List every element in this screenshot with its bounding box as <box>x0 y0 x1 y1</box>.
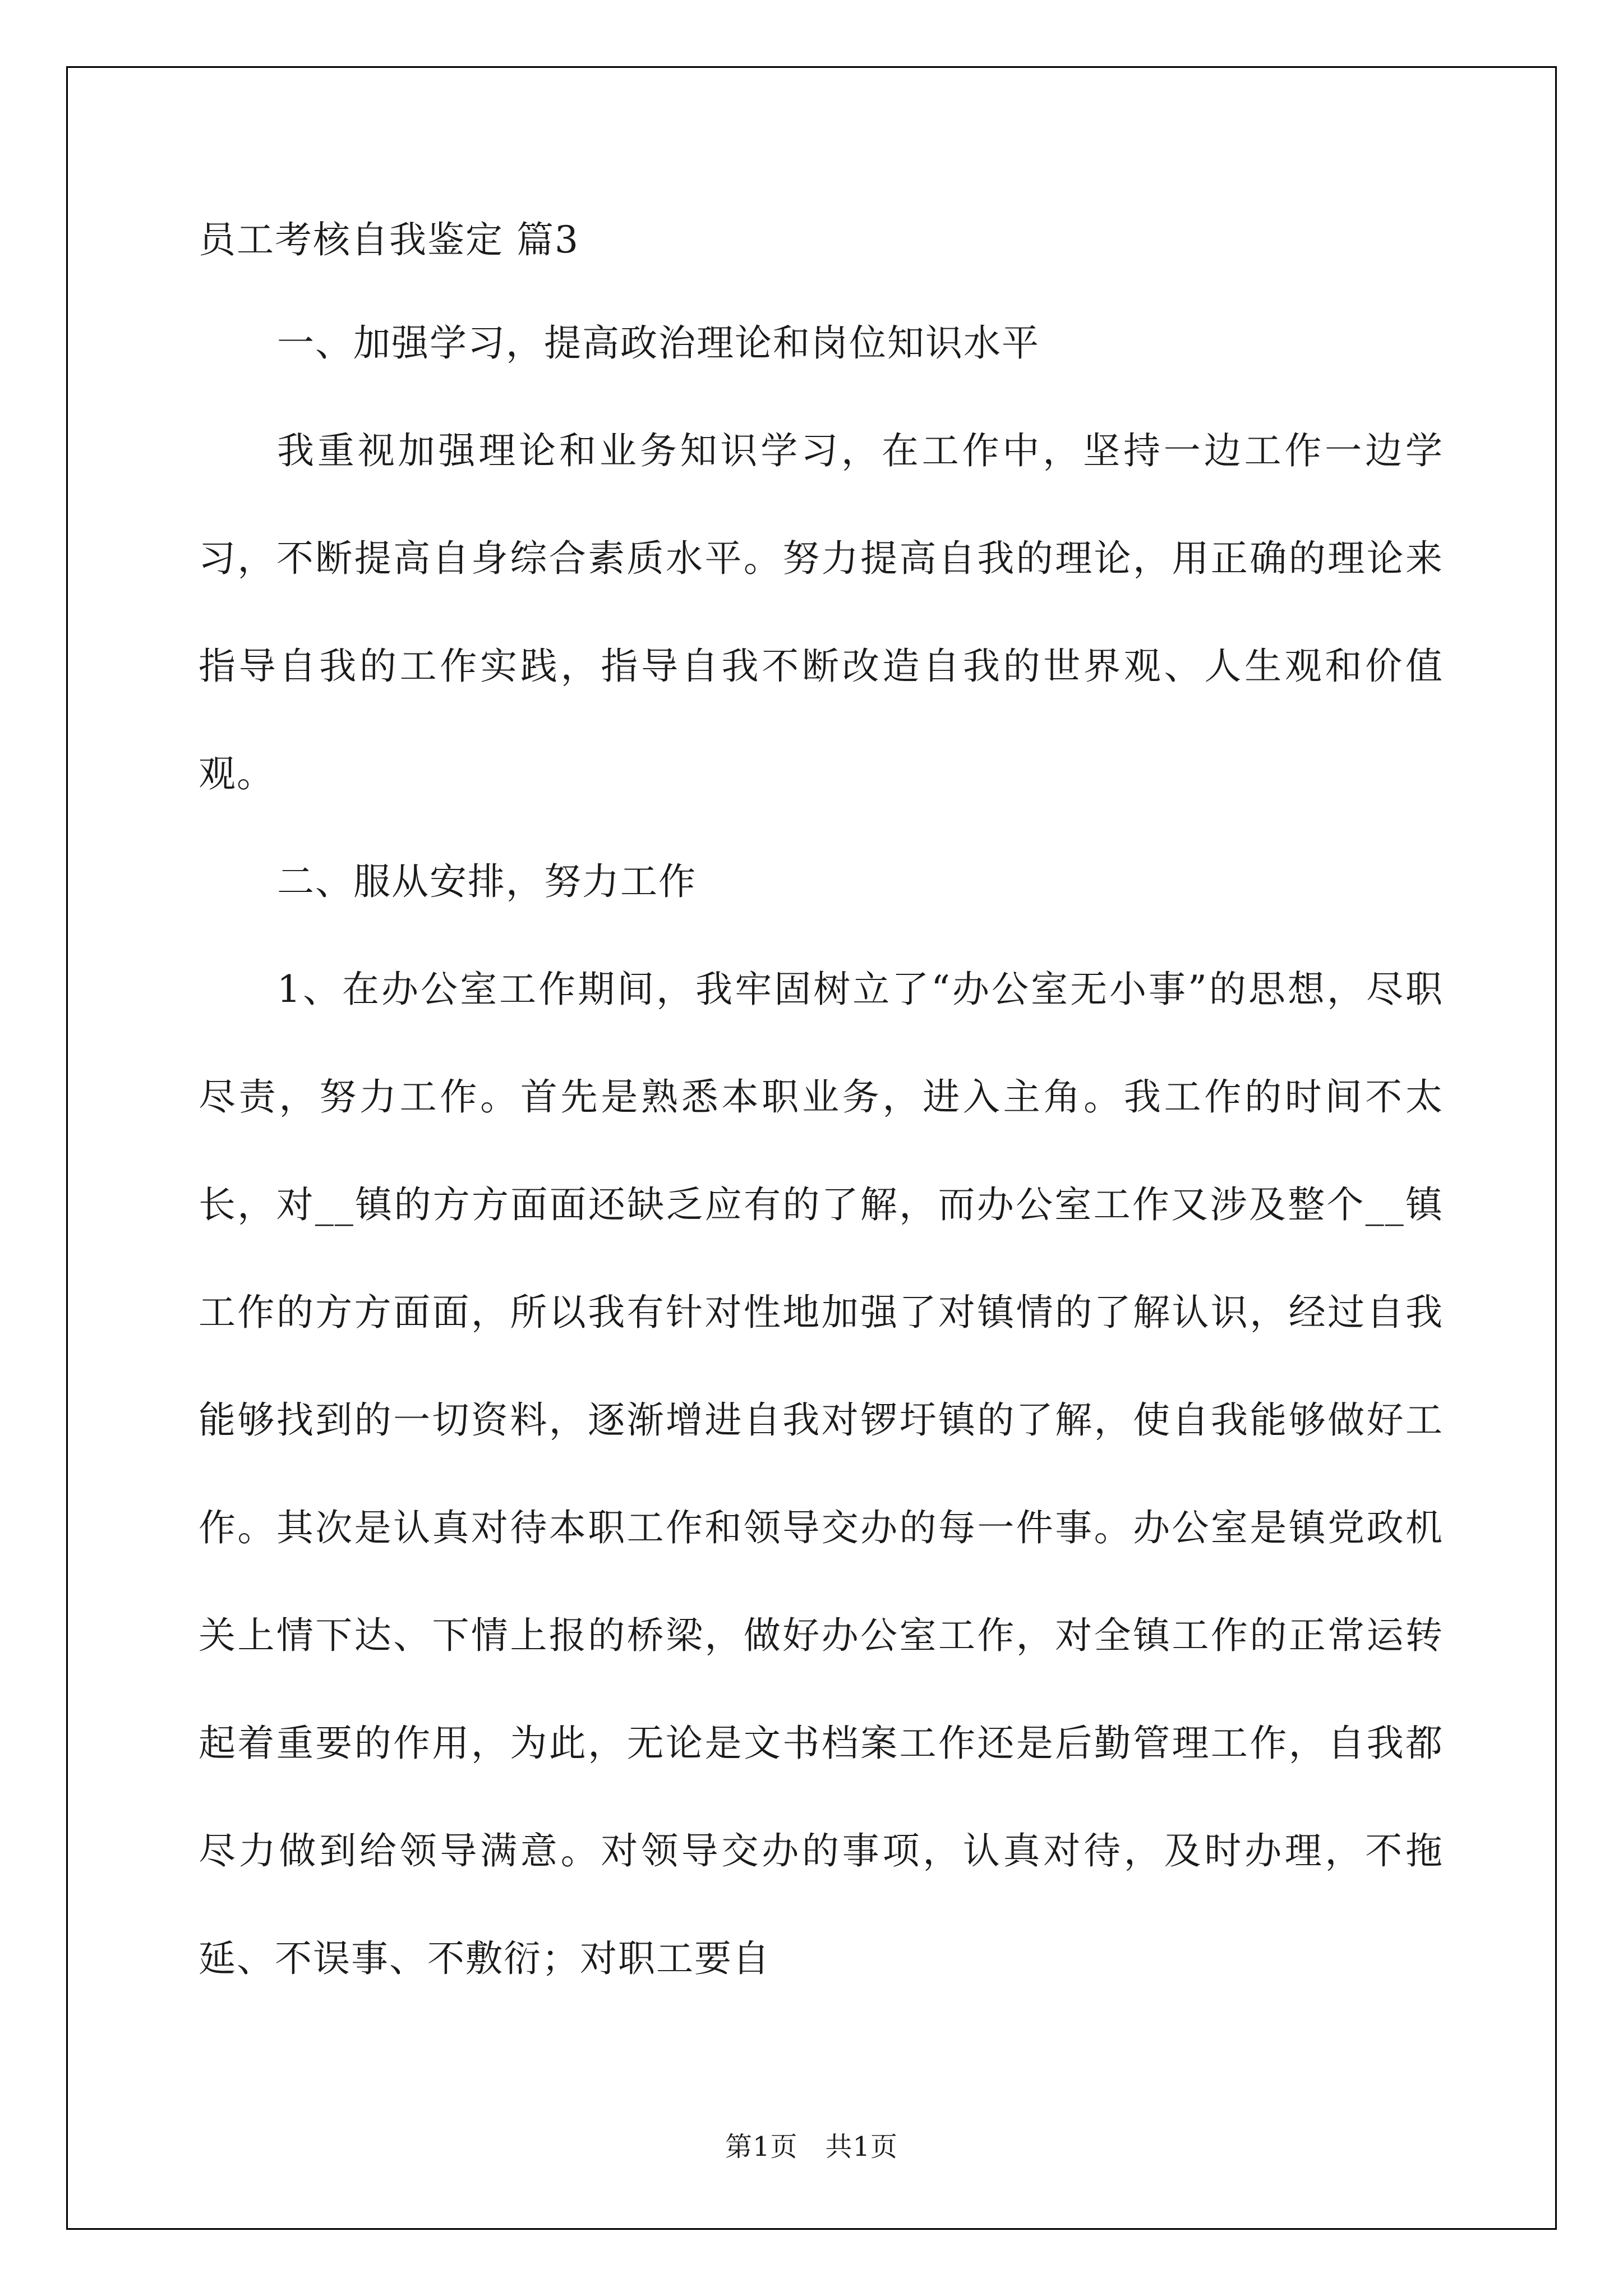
section-heading-2: 二、服从安排，努力工作 <box>277 860 697 903</box>
page-footer: 第1页 共1页 <box>725 2131 898 2162</box>
document-body <box>199 213 1444 2040</box>
document-title: 员工考核自我鉴定 篇3 <box>199 218 579 261</box>
section-2-paragraph-1: 1、在办公室工作期间，我牢固树立了“办公室无小事”的思想，尽职尽责，努力工作。首先是熟悉本职业务，进入主角。我工作的时间不太长，对__镇的方方面面还缺乏应有的了解，而办公室工作又涉及整个__镇工作的方方面面，所以我有针对性地加强了对镇情的了解认识，经过自我能够找到的一切资料，逐渐增进自我对锣圩镇的了解，使自我能够做好工作。其次是认真对待本职工作和领导交办的每一件事。办公室是镇党政机关上情下达、下情上报的桥梁，做好办公室工作，对全镇工作的正常运转起着重要的作用，为此，无论是文书档案工作还是后勤管理工作，自我都尽力做到给领导满意。对领导交办的事项，认真对待，及时办理，不拖延、不误事、不敷衍；对职工要自 <box>199 968 1444 1980</box>
section-1-paragraph-1: 我重视加强理论和业务知识学习，在工作中，坚持一边工作一边学习，不断提高自身综合素质水平。努力提高自我的理论，用正确的理论来指导自我的工作实践，指导自我不断改造自我的世界观、人生观和价值观。 <box>199 429 1444 795</box>
section-heading-1: 一、加强学习，提高政治理论和岗位知识水平 <box>277 321 1040 365</box>
